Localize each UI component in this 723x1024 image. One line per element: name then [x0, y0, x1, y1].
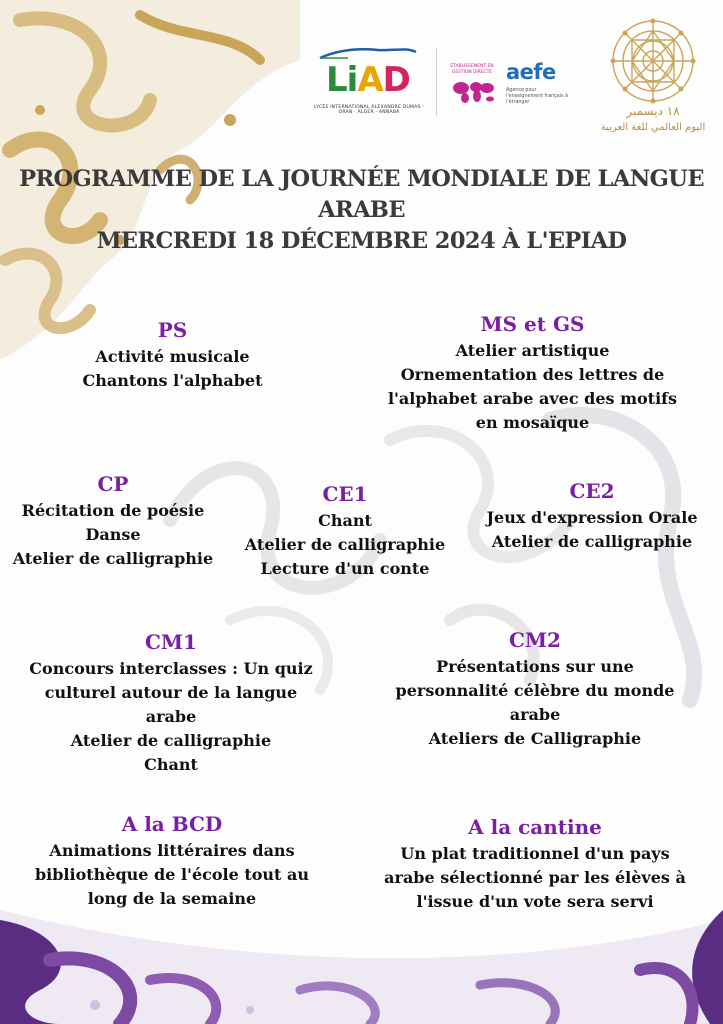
title-line-1: PROGRAMME DE LA JOURNÉE MONDIALE DE LANGUE: [19, 166, 704, 192]
page-title: [10, 164, 713, 257]
geometric-rosette-icon: [610, 18, 696, 104]
title-line-2: ARABE: [318, 197, 405, 223]
section-line: Atelier artistique: [455, 341, 610, 360]
aefe-logo: [444, 48, 574, 118]
section-line: l'alphabet arabe avec des motifs: [387, 389, 678, 408]
section-bcd: [12, 812, 332, 911]
logo-divider: [436, 48, 437, 116]
section-line: Atelier de calligraphie: [12, 549, 214, 568]
section-ms-gs: [360, 312, 705, 435]
section-line: Jeux d'expression Orale: [486, 508, 698, 527]
section-line: Atelier de calligraphie: [70, 731, 272, 750]
section-cm1: [6, 630, 336, 777]
section-line: arabe: [145, 707, 197, 726]
section-line: Ateliers de Calligraphie: [428, 729, 642, 748]
section-line: personnalité célèbre du monde: [395, 681, 675, 700]
section-heading: A la BCD: [121, 812, 223, 836]
section-line: Chant: [144, 755, 198, 774]
section-ce1: [232, 482, 458, 581]
section-heading: CP: [97, 472, 129, 496]
section-cp: [2, 472, 224, 571]
section-line: long de la semaine: [87, 889, 257, 908]
section-ce2: [464, 479, 720, 554]
section-line: Chantons l'alphabet: [82, 371, 263, 390]
section-line: Atelier de calligraphie: [244, 535, 446, 554]
section-line: arabe: [509, 705, 561, 724]
section-heading: A la cantine: [468, 815, 602, 839]
section-line: Présentations sur une: [436, 657, 634, 676]
section-heading: PS: [157, 318, 188, 342]
section-line: Chant: [318, 511, 372, 530]
world-map-icon: [450, 78, 496, 104]
section-line: Lecture d'un conte: [260, 559, 430, 578]
section-heading: CE1: [322, 482, 368, 506]
algeria-map-outline-icon: [318, 44, 418, 60]
aefe-subtitle: Agence pour l'enseignement français à l'étranger: [506, 88, 569, 105]
section-line: bibliothèque de l'école tout au: [34, 865, 310, 884]
emblem-date: ١٨ ديسمبر: [626, 104, 680, 118]
liad-wordmark: LiAD: [326, 60, 410, 100]
liad-subtitle: LYCÉE INTERNATIONAL ALEXANDRE DUMAS · ORAN · ALGER · ANNABA: [314, 105, 424, 115]
arabic-language-day-emblem: [598, 18, 708, 143]
emblem-caption: اليوم العالمي للغة العربية: [600, 122, 706, 133]
section-line: Danse: [85, 525, 141, 544]
section-heading: CM1: [145, 630, 197, 654]
section-line: l'issue d'un vote sera servi: [416, 892, 654, 911]
section-line: arabe sélectionné par les élèves à: [384, 868, 686, 887]
section-heading: CE2: [569, 479, 615, 503]
aefe-establishment-label: ÉTABLISSEMENT EN GESTION DIRECTE: [450, 64, 494, 75]
aefe-wordmark: aefe: [506, 60, 556, 84]
section-heading: CM2: [509, 628, 561, 652]
section-line: Activité musicale: [95, 347, 250, 366]
section-line: Un plat traditionnel d'un pays: [400, 844, 670, 863]
section-line: en mosaïque: [475, 413, 590, 432]
section-cm2: [372, 628, 698, 751]
section-line: Concours interclasses : Un quiz: [29, 659, 313, 678]
section-ps: [40, 318, 305, 393]
section-line: Atelier de calligraphie: [491, 532, 693, 551]
section-heading: MS et GS: [480, 312, 585, 336]
section-line: culturel autour de la langue: [44, 683, 298, 702]
section-cantine: [360, 815, 710, 914]
title-line-3: MERCREDI 18 DÉCEMBRE 2024 À L'EPIAD: [96, 228, 627, 254]
liad-logo: [310, 40, 422, 118]
section-line: Ornementation des lettres de: [400, 365, 665, 384]
section-line: Animations littéraires dans: [49, 841, 295, 860]
section-line: Récitation de poésie: [21, 501, 205, 520]
